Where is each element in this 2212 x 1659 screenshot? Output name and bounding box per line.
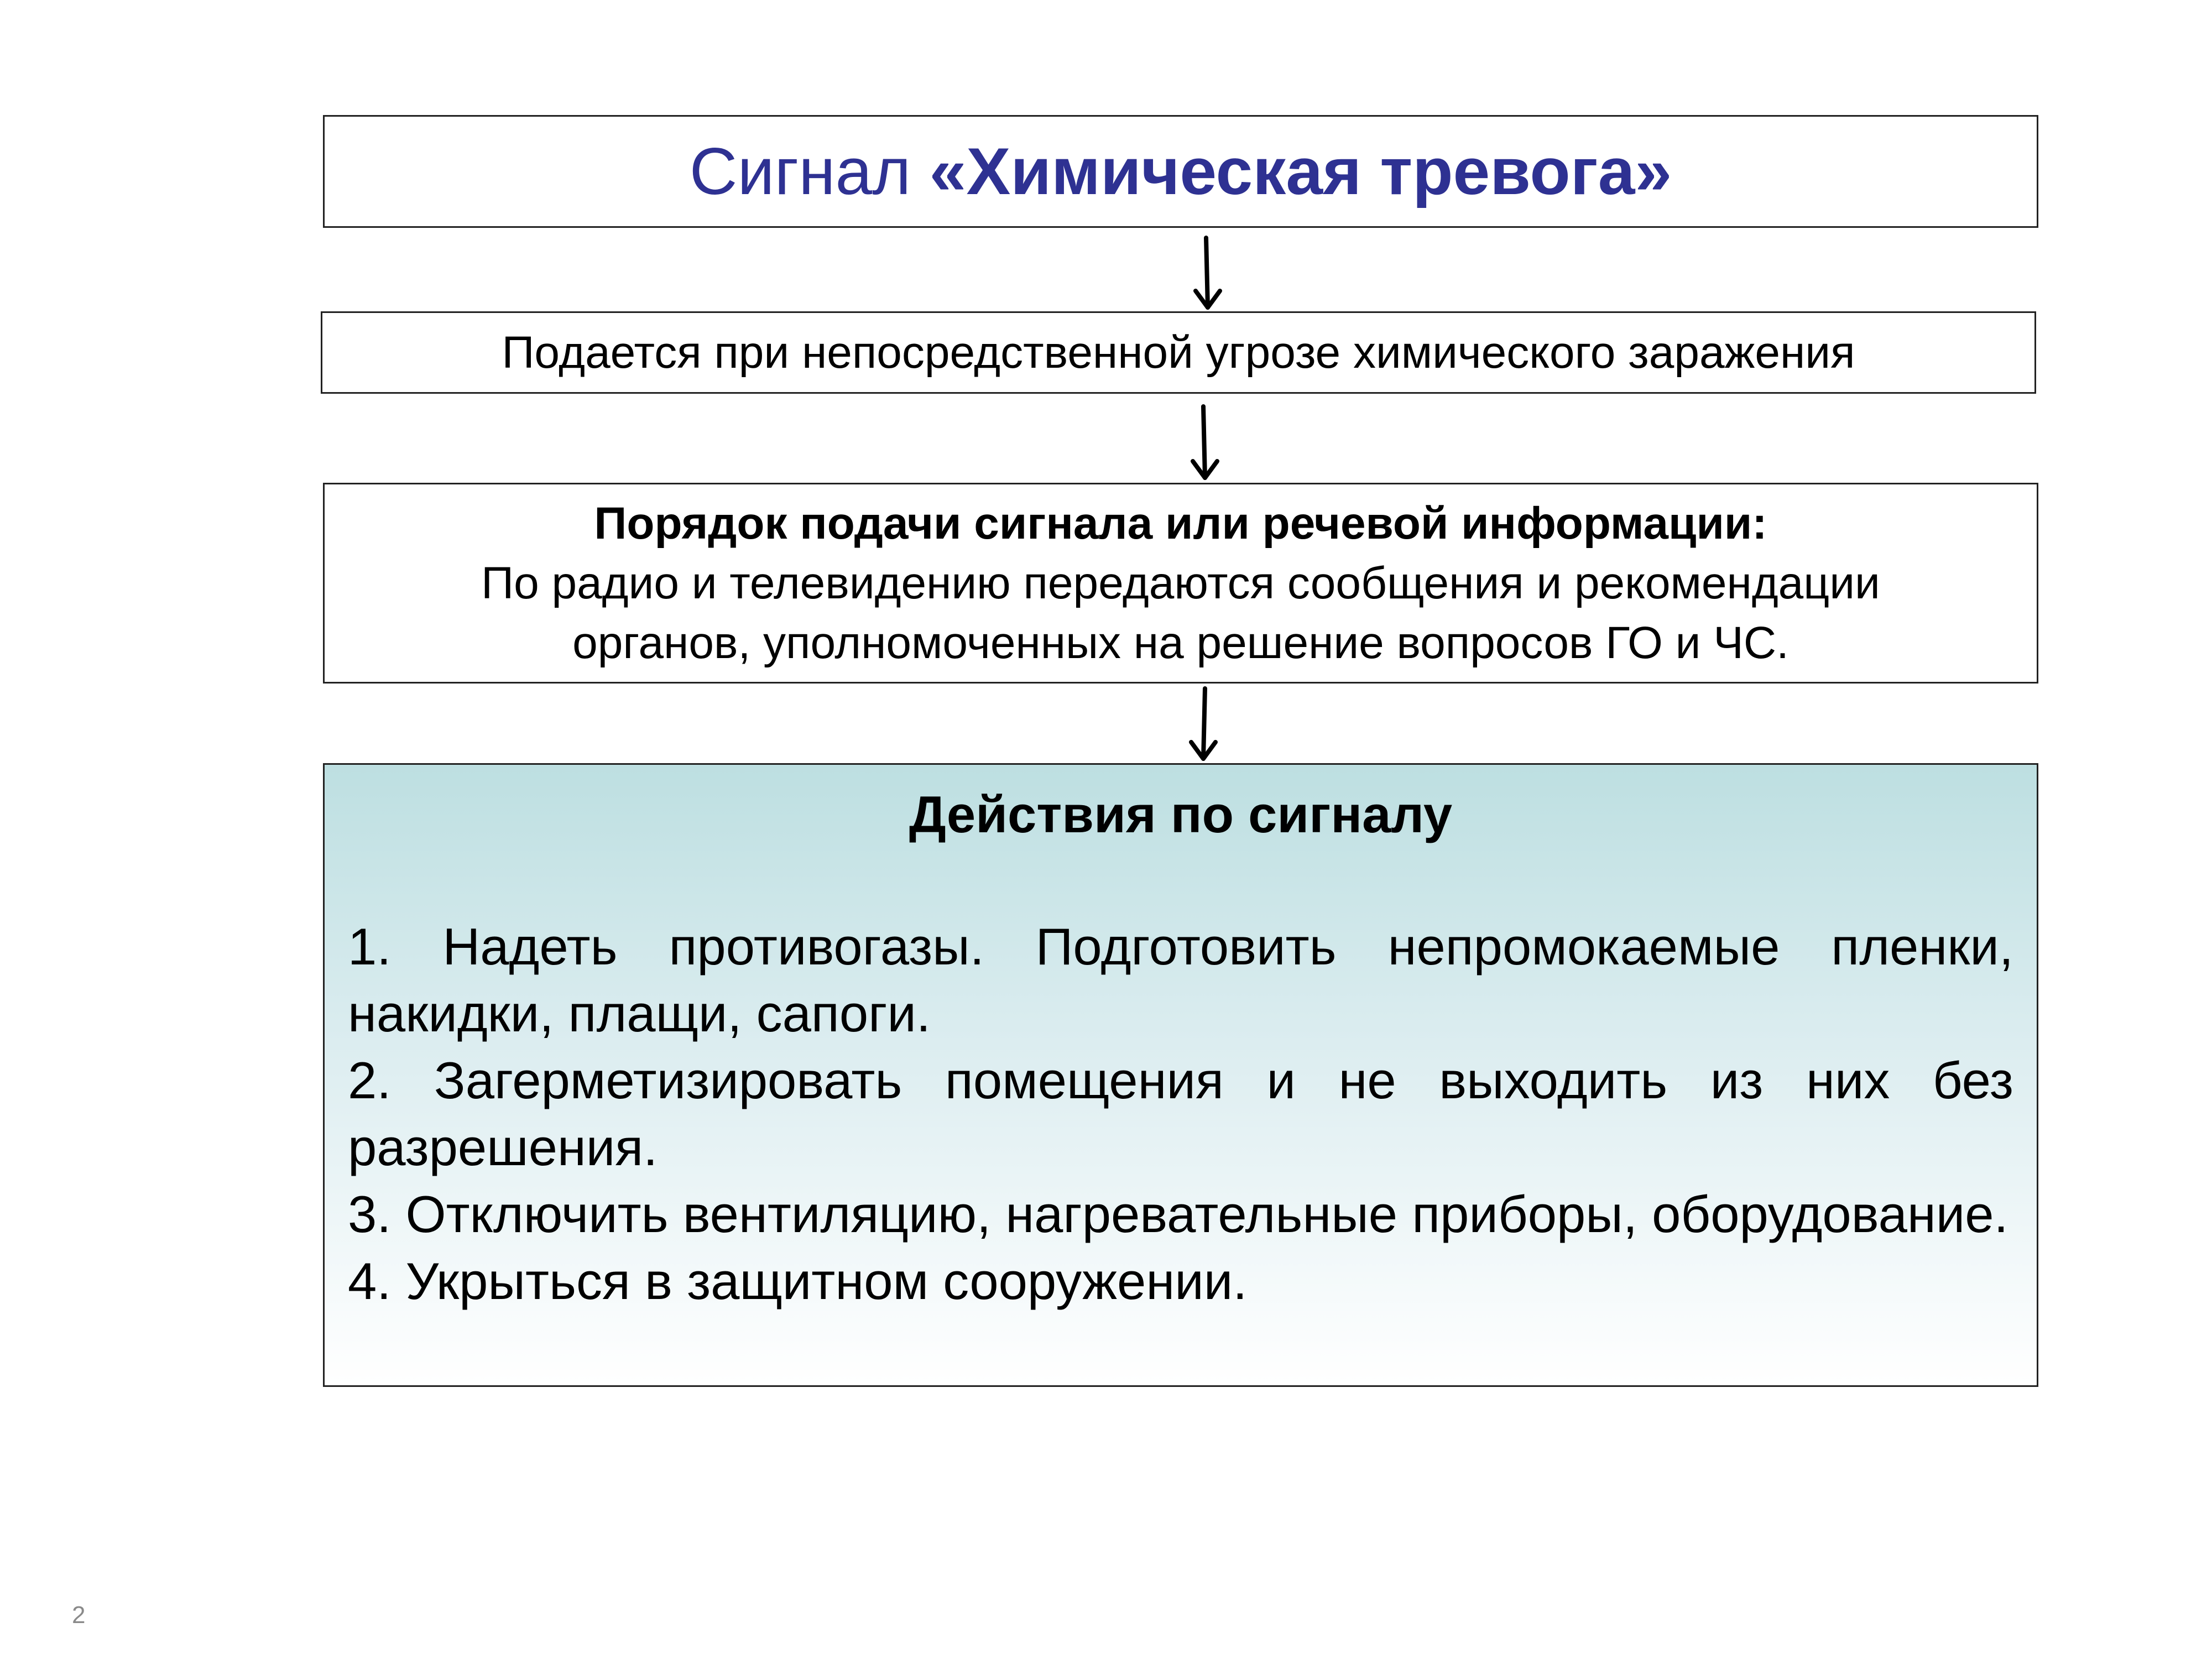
page-number: 2 (72, 1601, 86, 1629)
procedure-heading: Порядок подачи сигнала или речевой информации: (594, 498, 1767, 549)
action-item-1: 1. Надеть противогазы. Подготовить непромокаемые пленки, накидки, плащи, сапоги. (348, 917, 2013, 1042)
action-item-3: 3. Отключить вентиляцию, нагревательные приборы, оборудование. (348, 1185, 2008, 1243)
action-item-4: 4. Укрыться в защитном сооружении. (348, 1252, 1248, 1310)
title-prefix: Сигнал (689, 134, 930, 208)
procedure-line: органов, уполномоченных на решение вопросов ГО и ЧС. (572, 617, 1789, 668)
arrow-down-icon (1193, 406, 1217, 478)
arrow-down-icon (1196, 238, 1220, 307)
action-item-2: 2. Загерметизировать помещения и не выходить из них без разрешения. (348, 1051, 2013, 1176)
arrow-down-icon (1191, 688, 1215, 759)
title-emphasis: «Химическая тревога» (929, 134, 1672, 208)
procedure-line: По радио и телевидению передаются сообщения и рекомендации (481, 557, 1880, 608)
actions-heading: Действия по сигналу (909, 785, 1453, 843)
condition-text: Подается при непосредственной угрозе химического заражения (502, 327, 1855, 378)
